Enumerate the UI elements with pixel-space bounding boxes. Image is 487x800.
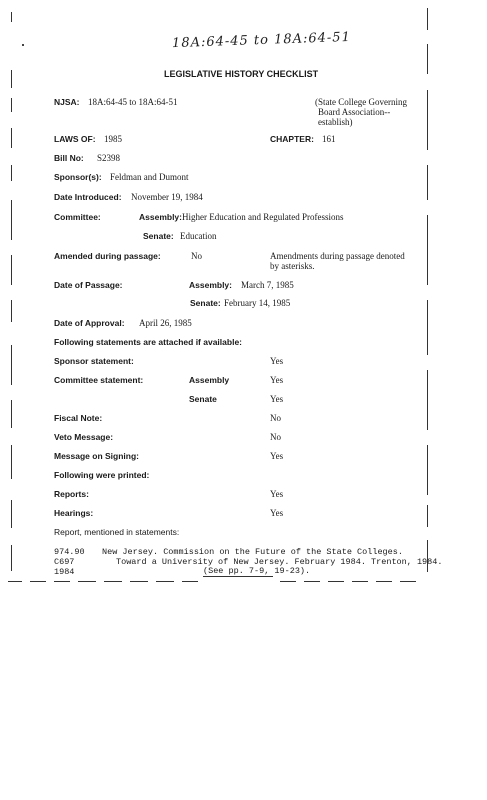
amended-note-line-1: Amendments during passage denoted	[270, 251, 405, 261]
left-margin-line	[11, 545, 12, 571]
veto-message-value: No	[270, 432, 281, 442]
bottom-rule	[352, 581, 368, 582]
citation-line-3: (See pp. 7-9, 19-23).	[203, 566, 311, 576]
statements-heading: Following statements are attached if available:	[54, 337, 242, 347]
bottom-rule	[8, 581, 22, 582]
date-introduced-label: Date Introduced:	[54, 192, 122, 202]
left-margin-line	[11, 70, 12, 88]
right-margin-line	[427, 540, 428, 572]
committee-statement-label: Committee statement:	[54, 375, 144, 385]
chapter-label: CHAPTER:	[270, 134, 314, 144]
passage-label: Date of Passage:	[54, 280, 123, 290]
page-title: LEGISLATIVE HISTORY CHECKLIST	[164, 69, 319, 79]
committee-assembly-value: Higher Education and Regulated Professions	[182, 212, 344, 222]
citation-line-2: Toward a University of New Jersey. February 1984. Trenton, 1984.	[116, 557, 443, 567]
report-mention: Report, mentioned in statements:	[54, 527, 180, 537]
bottom-rule	[304, 581, 320, 582]
laws-of-value: 1985	[104, 134, 122, 144]
sponsors-value: Feldman and Dumont	[110, 172, 189, 182]
njsa-value: 18A:64-45 to 18A:64-51	[88, 97, 178, 107]
left-margin-line	[11, 500, 12, 528]
bottom-rule	[203, 576, 273, 577]
left-margin-line	[11, 400, 12, 428]
committee-assembly-label: Assembly:	[139, 212, 182, 222]
committee-senate-value: Education	[180, 231, 217, 241]
message-on-signing-label: Message on Signing:	[54, 451, 140, 461]
amended-note-line-2: by asterisks.	[270, 261, 315, 271]
left-margin-line	[11, 165, 12, 181]
committee-statement-assembly-label: Assembly	[189, 375, 230, 385]
njsa-label: NJSA:	[54, 97, 80, 107]
fiscal-note-label: Fiscal Note:	[54, 413, 103, 423]
right-margin-line	[427, 215, 428, 285]
committee-label: Committee:	[54, 212, 101, 222]
approval-label: Date of Approval:	[54, 318, 125, 328]
bottom-rule	[400, 581, 416, 582]
bottom-rule	[376, 581, 392, 582]
left-margin-line	[11, 300, 12, 322]
left-margin-line	[11, 345, 12, 385]
bottom-rule	[104, 581, 122, 582]
message-on-signing-value: Yes	[270, 451, 284, 461]
call-number-line-1: 974.90	[54, 547, 85, 557]
right-margin-line	[427, 445, 428, 495]
hearings-value: Yes	[270, 508, 284, 518]
amended-label: Amended during passage:	[54, 251, 161, 261]
committee-statement-senate-label: Senate	[189, 394, 217, 404]
citation-line-1: New Jersey. Commission on the Future of the State Colleges.	[102, 547, 403, 557]
committee-senate-label: Senate:	[143, 231, 174, 241]
passage-assembly-label: Assembly:	[189, 280, 232, 290]
bottom-rule	[280, 581, 296, 582]
committee-statement-assembly-value: Yes	[270, 375, 284, 385]
bottom-rule	[130, 581, 148, 582]
bottom-rule	[328, 581, 344, 582]
bottom-rule	[30, 581, 46, 582]
left-margin-line	[11, 98, 12, 112]
subject-note-line-3: establish)	[318, 117, 353, 127]
bottom-rule	[182, 581, 198, 582]
scan-dot	[22, 44, 24, 46]
printed-heading: Following were printed:	[54, 470, 150, 480]
reports-label: Reports:	[54, 489, 89, 499]
bottom-rule	[54, 581, 70, 582]
subject-note-line-1: (State College Governing	[315, 97, 407, 107]
chapter-value: 161	[322, 134, 336, 144]
left-margin-line	[11, 128, 12, 148]
subject-note-line-2: Board Association--	[318, 107, 391, 117]
left-margin-line	[11, 445, 12, 479]
left-margin-line	[11, 200, 12, 240]
right-margin-line	[427, 505, 428, 527]
amended-value: No	[191, 251, 202, 261]
call-number-line-3: 1984	[54, 567, 75, 577]
fiscal-note-value: No	[270, 413, 281, 423]
hearings-label: Hearings:	[54, 508, 94, 518]
passage-senate-label: Senate:	[190, 298, 221, 308]
committee-statement-senate-value: Yes	[270, 394, 284, 404]
right-margin-line	[427, 370, 428, 430]
date-introduced-value: November 19, 1984	[131, 192, 203, 202]
passage-assembly-value: March 7, 1985	[241, 280, 294, 290]
bill-no-value: S2398	[97, 153, 121, 163]
left-margin-line	[11, 255, 12, 285]
right-margin-line	[427, 44, 428, 74]
right-margin-line	[427, 165, 428, 200]
sponsor-statement-value: Yes	[270, 356, 284, 366]
veto-message-label: Veto Message:	[54, 432, 114, 442]
right-margin-line	[427, 8, 428, 30]
sponsor-statement-label: Sponsor statement:	[54, 356, 134, 366]
bottom-rule	[78, 581, 96, 582]
bill-no-label: Bill No:	[54, 153, 84, 163]
reports-value: Yes	[270, 489, 284, 499]
laws-of-label: LAWS OF:	[54, 134, 96, 144]
approval-value: April 26, 1985	[139, 318, 192, 328]
bottom-rule	[156, 581, 174, 582]
passage-senate-value: February 14, 1985	[224, 298, 291, 308]
right-margin-line	[427, 90, 428, 150]
call-number-line-2: C697	[54, 557, 75, 567]
right-margin-line	[427, 300, 428, 355]
sponsors-label: Sponsor(s):	[54, 172, 102, 182]
left-margin-line	[11, 12, 12, 22]
handwritten-note: 18A:64-45 to 18A:64-51	[171, 29, 352, 52]
